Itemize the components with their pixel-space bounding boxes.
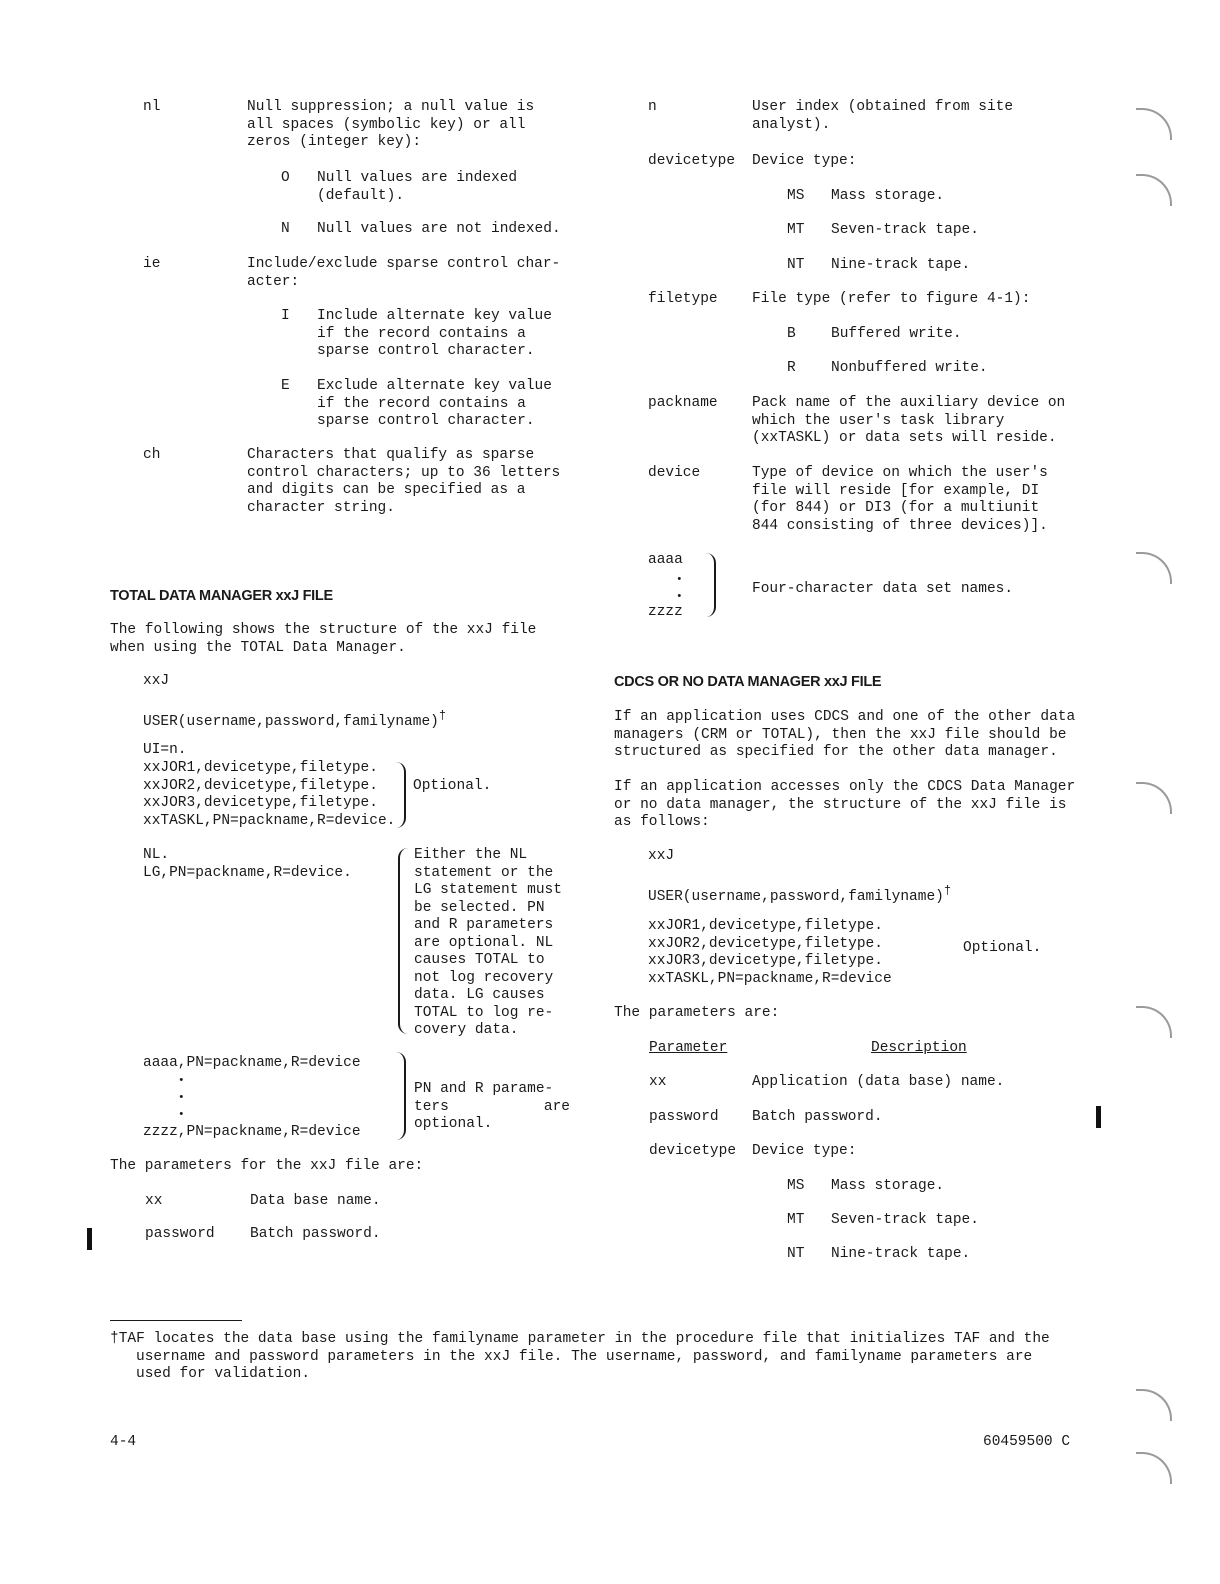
code-user <box>648 883 951 906</box>
punch-hole-mark <box>1136 108 1172 140</box>
term-filetype: filetype <box>648 291 718 307</box>
punch-hole-mark <box>1136 1452 1172 1484</box>
code-zzzz: zzzz,PN=packname,R=device <box>143 1124 361 1140</box>
code-line: LG,PN=packname,R=device. <box>143 864 352 881</box>
option-code: E <box>281 378 290 394</box>
line: and R parameters <box>414 917 554 933</box>
line: control characters; up to 36 letters <box>247 464 561 481</box>
code-line: xxJOR3,devicetype,filetype. <box>143 795 378 811</box>
param-desc: Batch password. <box>250 1226 381 1242</box>
code-user-text: USER(username,password,familyname) <box>648 888 944 905</box>
table-row-desc: Device type: <box>752 1143 857 1159</box>
line: analyst). <box>752 116 831 133</box>
n-description <box>752 99 1079 134</box>
line: LG statement must <box>414 882 562 898</box>
change-bar <box>1096 1106 1101 1128</box>
line: when using the TOTAL Data Manager. <box>110 639 406 656</box>
table-row-term: xx <box>649 1074 667 1090</box>
option-text: Seven-track tape. <box>831 222 979 238</box>
line: data. LG causes <box>414 987 545 1003</box>
line: Null values are indexed <box>317 170 518 186</box>
line: (xxTASKL) or data sets will reside. <box>752 430 1057 446</box>
footnote-line: used for validation. <box>136 1366 311 1382</box>
code-line: xxTASKL,PN=packname,R=device. <box>143 812 396 829</box>
footnote-line: †TAF locates the data base using the familyname parameter in the procedure file that initializes TAF and the <box>110 1331 1050 1347</box>
footnote-line: username and password parameters in the xxJ file. The username, password, and familyname parameters are <box>136 1348 1033 1365</box>
pn-note <box>414 1081 570 1134</box>
line: If an application accesses only the CDCS Data Manager <box>614 779 1076 795</box>
nl-description <box>247 99 570 152</box>
line: Characters that qualify as sparse <box>247 447 535 463</box>
dagger-mark: † <box>438 709 447 723</box>
nl-note <box>414 847 570 1040</box>
option-text: Buffered write. <box>831 326 962 342</box>
line: (for 844) or DI3 (for a multiunit <box>752 500 1040 516</box>
line: all spaces (symbolic key) or all <box>247 116 526 133</box>
brace-right <box>396 1052 406 1140</box>
cdcs-paragraph-2 <box>614 779 1079 832</box>
aaaa-desc: Four-character data set names. <box>752 581 1014 597</box>
option-code: MS <box>787 1178 805 1194</box>
term-zzzz: zzzz <box>648 604 683 620</box>
section-heading-total: TOTAL DATA MANAGER xxJ FILE <box>110 588 333 604</box>
total-intro <box>110 622 570 657</box>
line: The following shows the structure of the xxJ file <box>110 622 537 638</box>
line: Exclude alternate key value <box>317 378 552 394</box>
ie-description <box>247 256 570 291</box>
term-devicetype: devicetype <box>648 153 736 169</box>
table-row-desc: Batch password. <box>752 1109 883 1125</box>
code-line: xxJOR1,devicetype,filetype. <box>648 918 883 934</box>
option-text <box>317 378 570 431</box>
code-aaaa: aaaa,PN=packname,R=device <box>143 1055 361 1071</box>
code-xxj: xxJ <box>143 673 170 689</box>
line: TOTAL to log re- <box>414 1004 554 1021</box>
ellipsis-dot: • <box>178 1092 185 1104</box>
line: file will reside [for example, DI <box>752 482 1040 499</box>
line: 844 consisting of three devices)]. <box>752 517 1048 534</box>
term-ie: ie <box>143 256 161 272</box>
option-text <box>317 308 570 361</box>
line: PN and R parame- <box>414 1081 554 1097</box>
option-text: Nonbuffered write. <box>831 360 988 376</box>
table-row-term: devicetype <box>649 1143 737 1159</box>
code-line: xxJOR1,devicetype,filetype. <box>143 760 378 776</box>
brace-left <box>398 848 408 1034</box>
ellipsis-dot: • <box>178 1109 185 1121</box>
param-term: password <box>145 1226 215 1242</box>
brace-right <box>706 553 716 617</box>
line: sparse control character. <box>317 413 535 429</box>
option-code: O <box>281 170 290 186</box>
option-text <box>317 170 570 205</box>
option-code: MS <box>787 188 805 204</box>
optional-label: Optional. <box>413 778 492 794</box>
devicetype-desc: Device type: <box>752 153 857 169</box>
brace-right <box>396 762 406 828</box>
table-row-desc: Application (data base) name. <box>752 1074 1005 1090</box>
line: zeros (integer key): <box>247 134 422 150</box>
line: (default). <box>317 187 405 204</box>
ellipsis-dot: • <box>676 591 683 603</box>
line: and digits can be specified as a <box>247 482 526 498</box>
line: if the record contains a <box>317 325 526 342</box>
term-packname: packname <box>648 395 718 411</box>
line: Null suppression; a null value is <box>247 99 535 115</box>
line: be selected. PN <box>414 899 545 916</box>
option-code: N <box>281 221 290 237</box>
page-number: 4-4 <box>110 1434 137 1450</box>
code-user-text: USER(username,password,familyname) <box>143 713 439 730</box>
option-text: Nine-track tape. <box>831 257 971 273</box>
param-term: xx <box>145 1193 163 1209</box>
code-user <box>143 708 446 731</box>
params-intro: The parameters are: <box>614 1005 780 1021</box>
table-header-description: Description <box>871 1040 967 1056</box>
option-text: Mass storage. <box>831 1178 945 1194</box>
cdcs-paragraph-1 <box>614 709 1079 762</box>
line: if the record contains a <box>317 395 526 412</box>
option-code: MT <box>787 222 805 238</box>
ellipsis-dot: • <box>178 1075 185 1087</box>
term-device: device <box>648 465 701 481</box>
term-ch: ch <box>143 447 161 463</box>
option-code: NT <box>787 1246 805 1262</box>
code-optional-block <box>648 918 892 988</box>
option-text: Seven-track tape. <box>831 1212 979 1228</box>
option-text: Nine-track tape. <box>831 1246 971 1262</box>
optional-label: Optional. <box>963 940 1042 956</box>
code-optional-block <box>143 760 395 830</box>
line: Either the NL <box>414 847 528 863</box>
params-intro: The parameters for the xxJ file are: <box>110 1158 424 1174</box>
punch-hole-mark <box>1136 1389 1172 1421</box>
code-ui: UI=n. <box>143 742 187 758</box>
line: are optional. NL <box>414 934 554 951</box>
packname-description <box>752 395 1079 448</box>
ellipsis-dot: • <box>676 574 683 586</box>
line: sparse control character. <box>317 343 535 359</box>
punch-hole-mark <box>1136 782 1172 814</box>
line: User index (obtained from site <box>752 99 1014 115</box>
code-xxj: xxJ <box>648 848 675 864</box>
line: which the user's task library <box>752 412 1005 429</box>
line: statement or the <box>414 864 554 881</box>
line: causes TOTAL to <box>414 952 545 968</box>
line: Include/exclude sparse control char- <box>247 256 561 272</box>
line: If an application uses CDCS and one of the other data <box>614 709 1076 725</box>
line: Type of device on which the user's <box>752 465 1048 481</box>
option-text: Null values are not indexed. <box>317 221 561 237</box>
section-heading-cdcs: CDCS OR NO DATA MANAGER xxJ FILE <box>614 674 882 690</box>
device-description <box>752 465 1079 535</box>
term-aaaa: aaaa <box>648 552 683 568</box>
option-code: NT <box>787 257 805 273</box>
code-line: xxJOR3,devicetype,filetype. <box>648 953 883 969</box>
line: ters are optional. <box>414 1098 570 1132</box>
footnote <box>110 1331 1050 1384</box>
table-header-parameter: Parameter <box>649 1040 728 1056</box>
line: or no data manager, the structure of the xxJ file is <box>614 796 1067 813</box>
param-desc: Data base name. <box>250 1193 381 1209</box>
footnote-rule <box>110 1320 242 1321</box>
line: not log recovery <box>414 969 554 986</box>
dagger-mark: † <box>943 884 952 898</box>
doc-number: 60459500 C <box>983 1434 1071 1450</box>
table-row-term: password <box>649 1109 719 1125</box>
code-line: NL. <box>143 847 170 863</box>
option-code: R <box>787 360 796 376</box>
line: acter: <box>247 273 300 290</box>
line: structured as specified for the other data manager. <box>614 744 1058 760</box>
code-line: xxJOR2,devicetype,filetype. <box>648 935 883 952</box>
option-code: MT <box>787 1212 805 1228</box>
line: Pack name of the auxiliary device on <box>752 395 1066 411</box>
term-nl: nl <box>143 99 161 115</box>
ch-description <box>247 447 570 517</box>
line: covery data. <box>414 1022 519 1038</box>
term-n: n <box>648 99 657 115</box>
code-line: xxTASKL,PN=packname,R=device <box>648 970 892 987</box>
punch-hole-mark <box>1136 552 1172 584</box>
line: managers (CRM or TOTAL), then the xxJ file should be <box>614 726 1067 743</box>
change-bar <box>87 1228 92 1250</box>
option-code: B <box>787 326 796 342</box>
punch-hole-mark <box>1136 174 1172 206</box>
option-text: Mass storage. <box>831 188 945 204</box>
code-nl-block <box>143 847 352 882</box>
line: character string. <box>247 499 395 516</box>
line: as follows: <box>614 814 710 830</box>
code-line: xxJOR2,devicetype,filetype. <box>143 777 378 794</box>
punch-hole-mark <box>1136 1006 1172 1038</box>
option-code: I <box>281 308 290 324</box>
line: Include alternate key value <box>317 308 552 324</box>
filetype-desc: File type (refer to figure 4-1): <box>752 291 1031 307</box>
